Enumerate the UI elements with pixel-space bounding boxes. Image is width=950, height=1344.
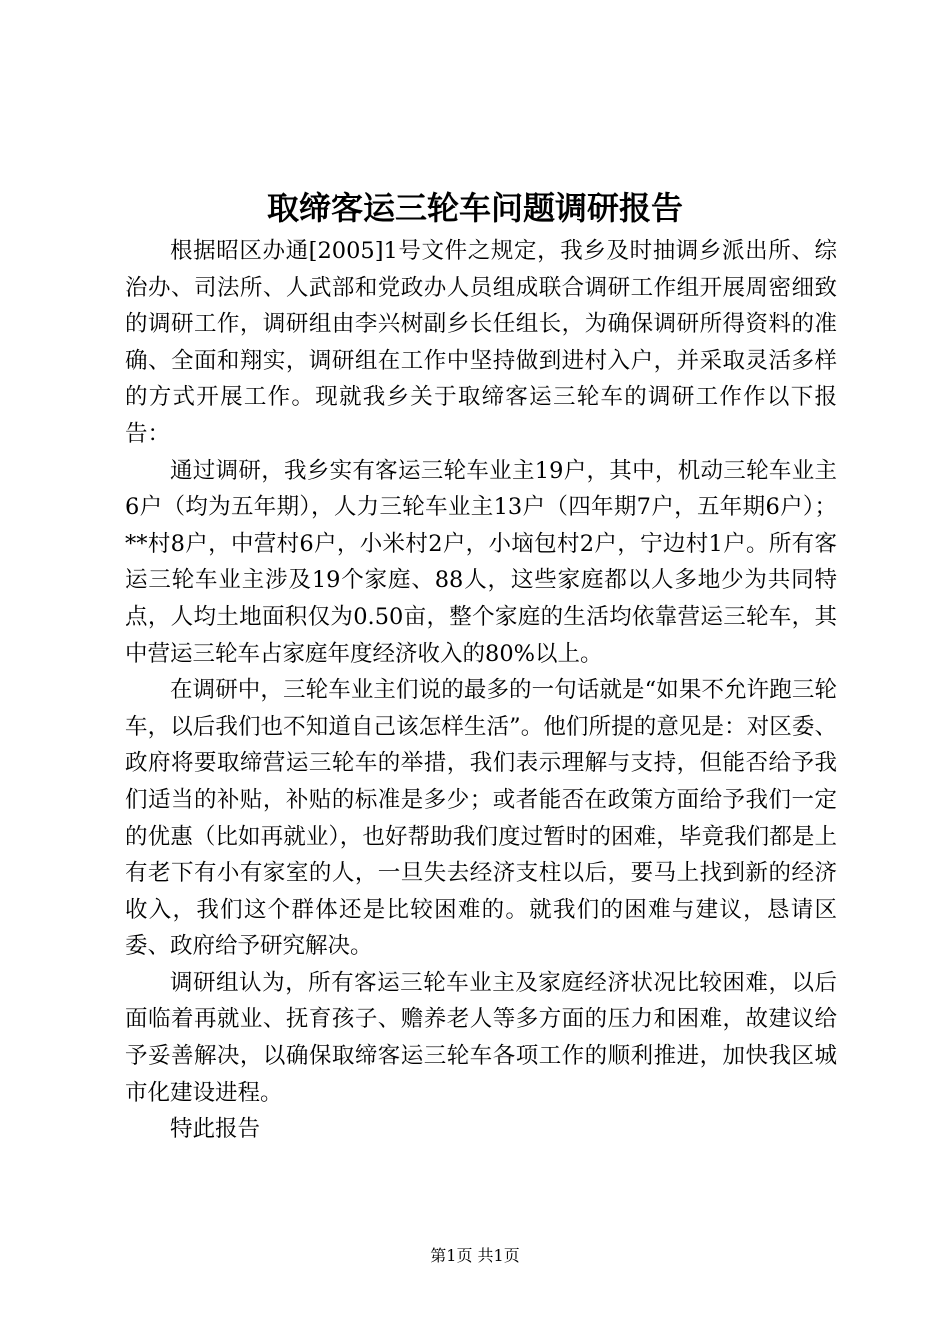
document-body <box>125 233 837 1148</box>
paragraph-owner-opinions: 在调研中，三轮车业主们说的最多的一句话就是“如果不允许跑三轮车，以后我们也不知道自己该怎样生活”。他们所提的意见是：对区委、政府将要取缔营运三轮车的举措，我们表示理解与支持，但能否给予我们适当的补贴，补贴的标准是多少；或者能否在政策方面给予我们一定的优惠（比如再就业），也好帮助我们度过暂时的困难，毕竟我们都是上有老下有小有家室的人，一旦失去经济支柱以后，要马上找到新的经济收入，我们这个群体还是比较困难的。就我们的困难与建议，恳请区委、政府给予研究解决。 <box>125 677 837 960</box>
paragraph-survey-results: 通过调研，我乡实有客运三轮车业主19户，其中，机动三轮车业主6户（均为五年期），人力三轮车业主13户（四年期7户，五年期6户）；**村8户，中营村6户，小米村2户，小垴包村2户，宁边村1户。所有客运三轮车业主涉及19个家庭、88人，这些家庭都以人多地少为共同特点，人均土地面积仅为0.50亩，整个家庭的生活均依靠营运三轮车，其中营运三轮车占家庭年度经济收入的80%以上。 <box>125 457 837 667</box>
paragraph-recommendation: 调研组认为，所有客运三轮车业主及家庭经济状况比较困难，以后面临着再就业、抚育孩子、赡养老人等多方面的压力和困难，故建议给予妥善解决，以确保取缔客运三轮车各项工作的顺利推进，加快我区城市化建设进程。 <box>125 969 837 1106</box>
document-title: 取缔客运三轮车问题调研报告 <box>266 189 683 227</box>
closing-line: 特此报告 <box>170 1116 261 1143</box>
page-footer: 第1页 共1页 <box>430 1246 520 1265</box>
paragraph-intro: 根据昭区办通[2005]1号文件之规定，我乡及时抽调乡派出所、综治办、司法所、人武部和党政办人员组成联合调研工作组开展周密细致的调研工作，调研组由李兴树副乡长任组长，为确保调研所得资料的准确、全面和翔实，调研组在工作中坚持做到进村入户，并采取灵活多样的方式开展工作。现就我乡关于取缔客运三轮车的调研工作作以下报告： <box>125 238 837 447</box>
